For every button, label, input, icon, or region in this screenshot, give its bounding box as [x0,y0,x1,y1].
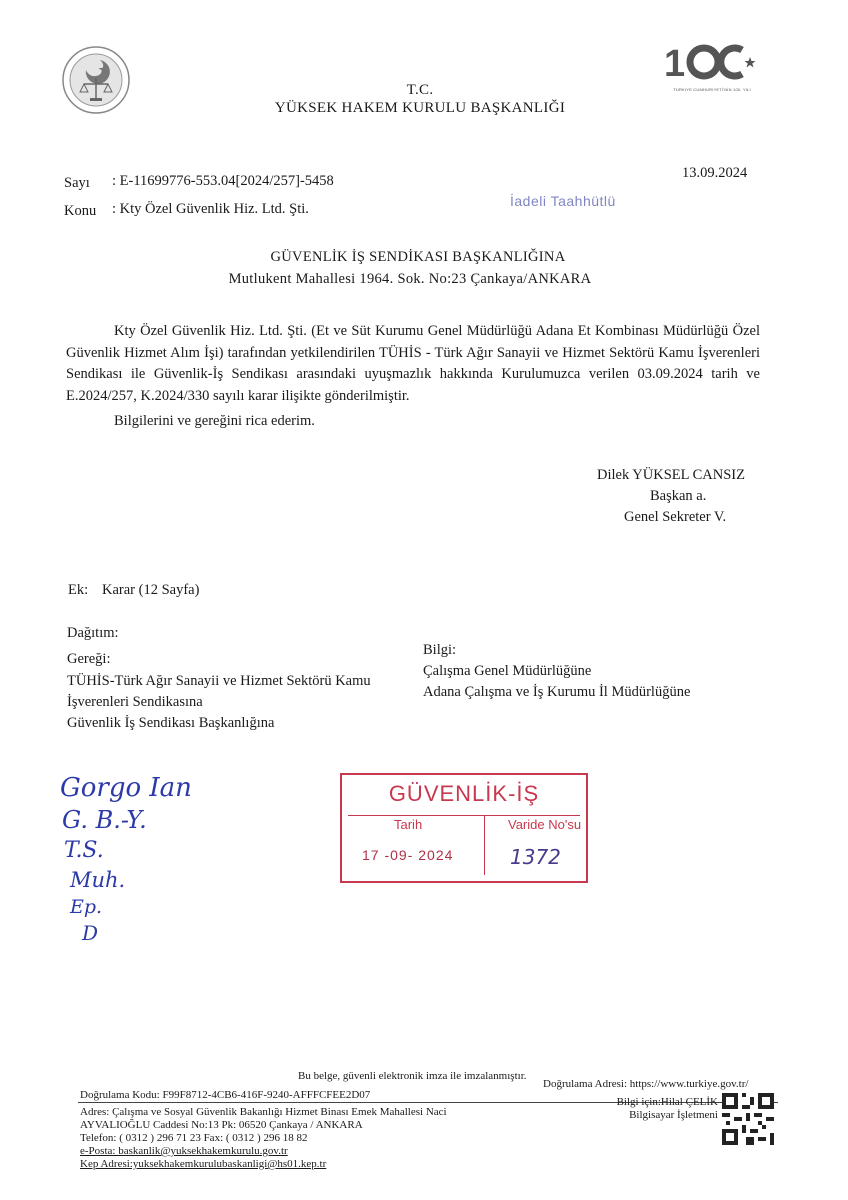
body-paragraph-2: Bilgilerini ve gereğini rica ederim. [114,413,315,429]
list-item: Güvenlik İş Sendikası Başkanlığına [67,715,275,731]
list-item: TÜHİS-Türk Ağır Sanayii ve Hizmet Sektörü Kamu [67,673,371,689]
footer-phone: Telefon: ( 0312 ) 296 71 23 Fax: ( 0312 ) 296 18 82 [80,1132,308,1144]
footer-address-2: AYVALIOĞLU Caddesi No:13 Pk: 06520 Çankaya / ANKARA [80,1119,363,1131]
stamp-title: GÜVENLİK-İŞ [388,781,540,806]
stamp-number-label: Varide No'su [508,817,582,832]
esign-note: Bu belge, güvenli elektronik imza ile imzalanmıştır. [298,1070,527,1082]
handwritten-notes [56,772,226,946]
info-contact: Bilgi için:Hilal ÇELİK [616,1096,718,1108]
distribution-geregi-label: Gereği: [67,651,111,667]
attachment-label: Ek: [68,582,89,598]
footer-email: e-Posta: baskanlik@yuksekhakemkurulu.gov.tr [80,1145,288,1157]
info-unit: Bilgisayar İşletmeni [629,1109,718,1121]
verify-address: Doğrulama Adresi: https://www.turkiye.gov.tr/ [543,1078,749,1090]
body-paragraph-1: Kty Özel Güvenlik Hiz. Ltd. Şti. (Et ve Süt Kurumu Genel Müdürlüğü Adana Et Kombinası Müdürlüğü Özel Güvenlik Hizmet Alım İşi) tarafından yetkilendirilen TÜHİS - Türk Ağır Sanayii ve Hizmet Sektörü Kamu İşverenleri Sendikası ile Güvenlik-İş Sendikası arasındaki uyuşmazlık hakkında Kurulumuzca verilen 03.09.2024 tarih ve E.2024/257, K.2024/330 sayılı karar ilişikte gönderilmiştir. [66,323,760,404]
bilgi-list [423,661,753,703]
signatory-title-2: Genel Sekreter V. [624,509,727,525]
stamp-divider [348,815,580,816]
list-item: İşverenleri Sendikasına [67,694,203,710]
attachment-value: Karar (12 Sayfa) [102,582,200,598]
signatory-name: Dilek YÜKSEL CANSIZ [597,467,745,483]
distribution-heading: Dağıtım: [67,625,119,641]
signatory-title-1: Başkan a. [650,488,707,504]
handwriting-line: Gorgo Ian [60,773,192,803]
anniversary-caption: TÜRKİYE CUMHURİYETİ'NİN 100. YILI [673,87,751,92]
anniversary-100-icon [662,40,762,82]
geregi-list [67,671,417,734]
distribution-bilgi-label: Bilgi: [423,642,457,658]
list-item: Adana Çalışma ve İş Kurumu İl Müdürlüğüne [423,684,691,700]
footer-kep: Kep Adresi:yuksekhakemkurulubaskanligi@hs01.kep.tr [80,1158,327,1170]
header-tc: T.C. [406,82,434,98]
recipient-address: Mutlukent Mahallesi 1964. Sok. No:23 Çankaya/ANKARA [228,271,592,287]
sayi-label: Sayı [64,175,90,191]
stamp-number: 1372 [510,845,561,869]
handwriting-line: Ep. [70,896,103,918]
footer-address-1: Adres: Çalışma ve Sosyal Güvenlik Bakanlığı Hizmet Binası Emek Mahallesi Naci [80,1106,447,1118]
stamp-date: 17 -09- 2024 [362,847,454,863]
stamp-date-label: Tarih [394,817,423,832]
signature-block [560,465,800,528]
verify-code: Doğrulama Kodu: F99F8712-4CB6-416F-9240-AFFFCFEE2D07 [80,1089,371,1101]
list-item: Çalışma Genel Müdürlüğüne [423,663,592,679]
letter-body [66,321,760,433]
footer-info [600,1096,718,1122]
sayi-value: : E-11699776-553.04[2024/257]-5458 [112,173,334,189]
received-stamp [340,773,588,883]
svg-text:1: 1 [664,43,686,82]
recipient-name: GÜVENLİK İŞ SENDİKASI BAŞKANLIĞINA [270,249,566,265]
handwriting-line: Muh. [70,868,126,892]
konu-label: Konu [64,203,97,219]
handwriting-line: G. B.-Y. [62,806,147,834]
handwriting-line: T.S. [64,838,104,863]
footer-contact [80,1106,540,1171]
stamp-column-divider [484,815,485,875]
konu-value: : Kty Özel Güvenlik Hiz. Ltd. Şti. [112,201,309,217]
qr-code-icon [722,1093,774,1145]
qr-code [722,1093,774,1145]
delivery-stamp: İadeli Taahhütlü [510,193,616,209]
header-institution: YÜKSEK HAKEM KURULU BAŞKANLIĞI [274,100,566,116]
handwriting-line: D [82,921,99,945]
document-date: 13.09.2024 [682,165,748,181]
